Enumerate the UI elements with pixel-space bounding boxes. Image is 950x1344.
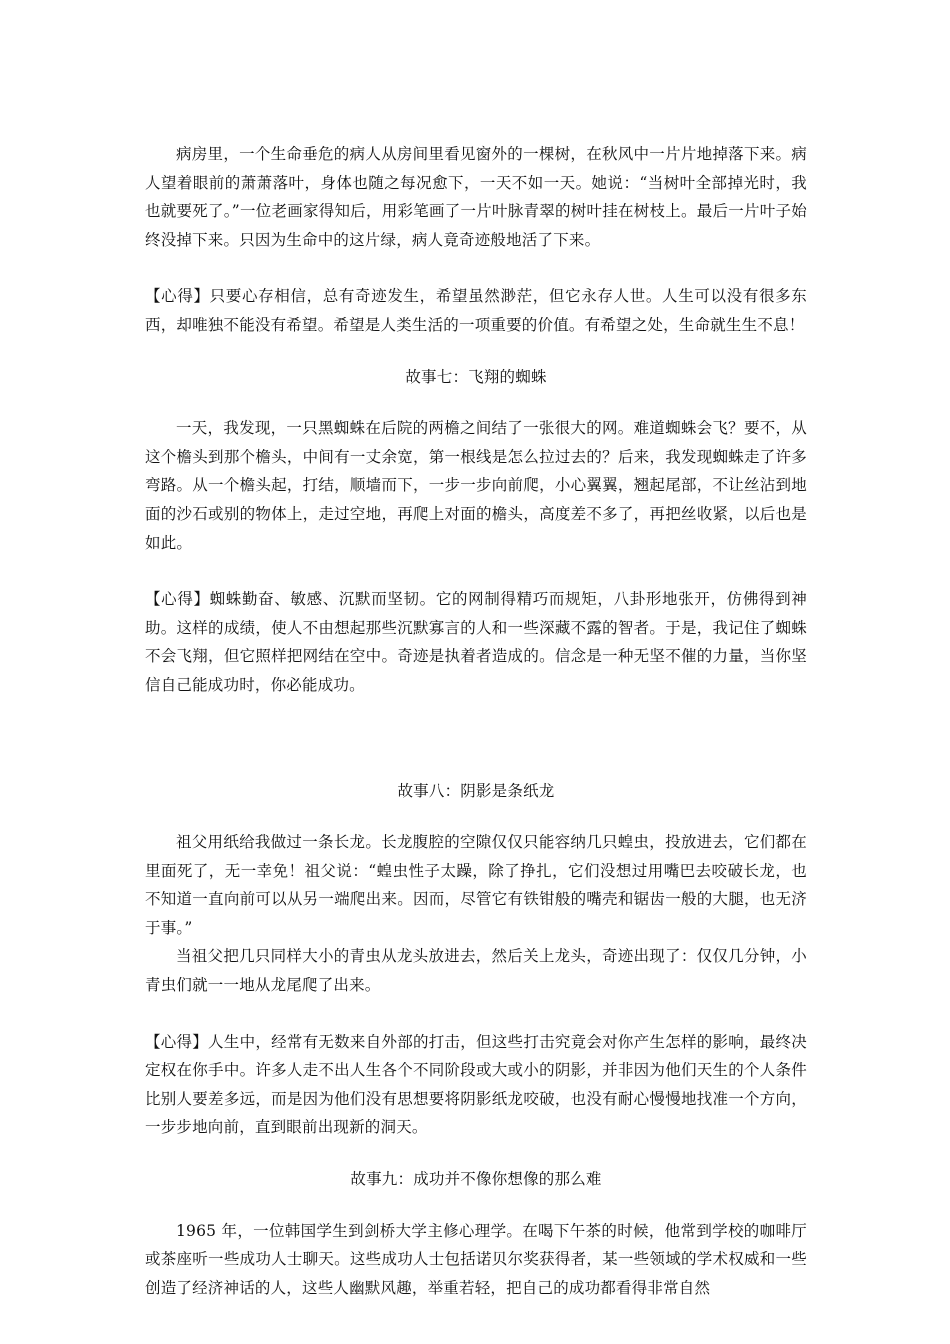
- story9-title: 故事九：成功并不像你想像的那么难: [350, 1170, 602, 1189]
- story7-insight: 【心得】蜘蛛勤奋、敏感、沉默而坚韧。它的网制得精巧而规矩，八卦形地张开，仿佛得到神助。这样的成绩，使人不由想起那些沉默寡言的人和一些深藏不露的智者。于是，我记住了蜘蛛不会飞翔，但它照样把网结在空中。奇迹是执着者造成的。信念是一种无坚不催的力量，当你坚信自己能成功时，你必能成功。: [145, 590, 807, 694]
- story6-body: 病房里，一个生命垂危的病人从房间里看见窗外的一棵树，在秋风中一片片地掉落下来。病人望着眼前的萧萧落叶，身体也随之每况愈下，一天不如一天。她说：“当树叶全部掉光时，我也就要死了。”一位老画家得知后，用彩笔画了一片叶脉青翠的树叶挂在树枝上。最后一片叶子始终没掉下来。只因为生命中的这片绿，病人竟奇迹般地活了下来。: [145, 145, 807, 249]
- story8-body-2: 当祖父把几只同样大小的青虫从龙头放进去，然后关上龙头，奇迹出现了：仅仅几分钟，小青虫们就一一地从龙尾爬了出来。: [145, 947, 807, 995]
- story7-body: 一天，我发现，一只黑蜘蛛在后院的两檐之间结了一张很大的网。难道蜘蛛会飞？要不，从这个檐头到那个檐头，中间有一丈余宽，第一根线是怎么拉过去的？后来，我发现蜘蛛走了许多弯路。从一个檐头起，打结，顺墙而下，一步一步向前爬，小心翼翼，翘起尾部，不让丝沾到地面的沙石或别的物体上，走过空地，再爬上对面的檐头，高度差不多了，再把丝收紧，以后也是如此。: [145, 419, 807, 552]
- document-page: [145, 140, 807, 1302]
- story8-body-1: 祖父用纸给我做过一条长龙。长龙腹腔的空隙仅仅只能容纳几只蝗虫，投放进去，它们都在里面死了，无一幸免！祖父说：“蝗虫性子太躁，除了挣扎，它们没想过用嘴巴去咬破长龙，也不知道一直向前可以从另一端爬出来。因而，尽管它有铁钳般的嘴壳和锯齿一般的大腿，也无济于事。”: [145, 833, 807, 937]
- story7-title: 故事七：飞翔的蜘蛛: [405, 367, 547, 386]
- story8-insight: 【心得】人生中，经常有无数来自外部的打击，但这些打击究竟会对你产生怎样的影响，最终决定权在你手中。许多人走不出人生各个不同阶段或大或小的阴影，并非因为他们天生的个人条件比别人要差多远，而是因为他们没有思想要将阴影纸龙咬破，也没有耐心慢慢地找准一个方向，一步步地向前，直到眼前出现新的洞天。: [145, 1032, 807, 1137]
- story8-title: 故事八：阴影是条纸龙: [397, 781, 555, 800]
- story9-body: 1965 年，一位韩国学生到剑桥大学主修心理学。在喝下午茶的时候，他常到学校的咖啡厅或茶座听一些成功人士聊天。这些成功人士包括诺贝尔奖获得者，某一些领域的学术权威和一些创造了经济神话的人，这些人幽默风趣，举重若轻，把自己的成功都看得非常自然: [145, 1221, 807, 1297]
- story6-insight: 【心得】只要心存相信，总有奇迹发生，希望虽然渺茫，但它永存人世。人生可以没有很多东西，却唯独不能没有希望。希望是人类生活的一项重要的价值。有希望之处，生命就生生不息！: [145, 287, 807, 334]
